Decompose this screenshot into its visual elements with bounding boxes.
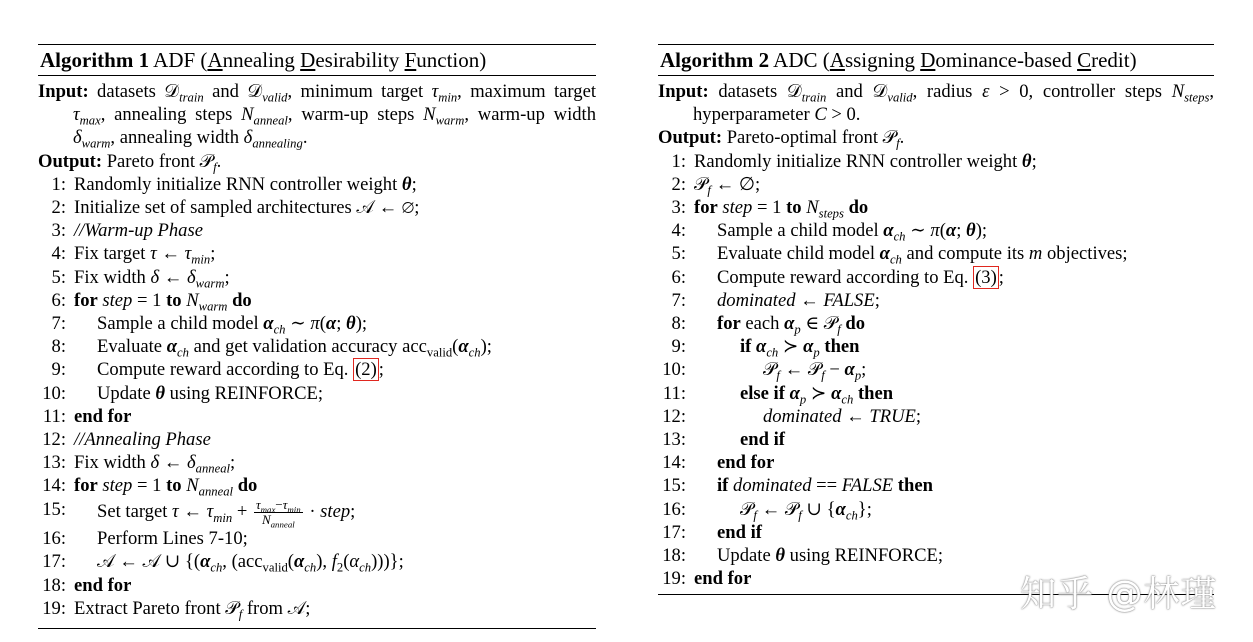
algo1-line-2: 2: Initialize set of sampled architectures 𝒜 ← ∅; xyxy=(51,197,420,219)
algo1-line-9: 9: Compute reward according to Eq. (2) ; xyxy=(51,359,384,381)
algo2-line-3: 3: for step = 1 to $N_{steps}$ do xyxy=(671,197,869,221)
algorithm-2-label: Algorithm 2 xyxy=(660,48,770,72)
algo1-line-10: 10: Update θ using REINFORCE; xyxy=(42,382,324,404)
algo2-line-7: 7: dominated ← FALSE; xyxy=(671,289,880,311)
algorithm-1-block xyxy=(38,44,596,629)
watermark: 知乎 @林瑾 xyxy=(1020,574,1218,615)
algo2-line-13: 13: end if xyxy=(662,429,785,451)
algo2-line-19: 19: end for xyxy=(662,568,752,590)
algo2-line-17: 17: end if xyxy=(662,521,762,543)
algo2-line-2: 2: 𝒫$_f$ ← ∅; xyxy=(671,173,761,198)
algorithm-2-input: Input: datasets 𝒟$_{train}$ and 𝒟$_{valid}$, radius ε > 0, controller steps $N_{steps}$, hyperparameter C > 0. xyxy=(658,81,1215,126)
algo1-line-8: 8: Evaluate $\alpha_{ch}$ and get validation accuracy $acc_{valid}(\alpha_{ch})$; xyxy=(51,336,492,360)
algo1-line-7: 7: Sample a child model $\alpha_{ch}$ ∼ π(α; θ); xyxy=(51,313,368,337)
algo2-line-8: 8: for each $\alpha_p$ ∈ 𝒫$_f$ do xyxy=(671,313,865,337)
algo1-line-6: 6: for step = 1 to $N_{warm}$ do xyxy=(51,289,252,314)
algo2-line-9: 9: if $\alpha_{ch}$ ≻ $\alpha_p$ then xyxy=(671,336,860,360)
algorithm-1-title: Algorithm 1 ADF (Annealing Desirability Function) xyxy=(40,48,487,72)
algo1-line-5: 5: Fix width δ ← $\delta_{warm}$; xyxy=(51,266,230,291)
algo2-line-12: 12: dominated ← TRUE; xyxy=(662,405,922,427)
algo2-line-15: 15: if dominated == FALSE then xyxy=(662,475,933,497)
algo1-line-4: 4: Fix target τ ← $\tau_{min}$; xyxy=(51,243,216,268)
algo1-line-15: 15: Set target τ ← $\tau_{min}$ + $\frac{\tau_{max}-\tau_{min}}{N_{anneal}}$ · step; xyxy=(42,496,356,530)
algo1-line-3: 3: //Warm-up Phase xyxy=(51,220,203,242)
algo2-line-6: 6: Compute reward according to Eq. (3) ; xyxy=(671,266,1004,288)
algo2-line-10: 10: 𝒫$_f$ ← 𝒫$_f$ − $\alpha_p$; xyxy=(662,359,867,384)
algo2-line-11: 11: else if $\alpha_p$ ≻ $\alpha_{ch}$ then xyxy=(662,382,894,407)
algorithm-2-output: Output: Pareto-optimal front 𝒫$_f$. xyxy=(658,127,905,152)
algorithm-2-title: Algorithm 2 ADC (Assigning Dominance-based Credit) xyxy=(660,48,1137,72)
algo1-line-12: 12: //Annealing Phase xyxy=(42,429,211,451)
algo2-line-14: 14: end for xyxy=(662,452,775,474)
algorithm-1-input: Input: datasets 𝒟$_{train}$ and 𝒟$_{valid}$, minimum target $\tau_{min}$, maximum target $\tau_{max}$, annealing steps $N_{anneal}$, warm-up steps $N_{warm}$, warm-up width $\delta_{warm}$, annealing width $\delta_{annealing}$. xyxy=(38,81,597,152)
algorithm-1-label: Algorithm 1 xyxy=(40,48,150,72)
algo2-line-5: 5: Evaluate child model $\alpha_{ch}$ and compute its m objectives; xyxy=(671,243,1128,268)
algo1-line-18: 18: end for xyxy=(42,574,132,596)
algo2-line-18: 18: Update θ using REINFORCE; xyxy=(662,545,944,567)
algo1-line-14: 14: for step = 1 to $N_{anneal}$ do xyxy=(42,475,258,500)
algorithm-2-block xyxy=(658,44,1214,595)
algo2-line-16: 16: 𝒫$_f$ ← 𝒫$_f$ ∪ $\{\alpha_{ch}\}$; xyxy=(662,498,872,523)
bottom-rule xyxy=(38,628,596,629)
algo1-line-13: 13: Fix width δ ← $\delta_{anneal}$; xyxy=(42,452,236,476)
algo1-line-11: 11: end for xyxy=(42,405,132,427)
algorithm-1-output: Output: Pareto front 𝒫$_f$. xyxy=(38,150,222,175)
algo1-line-16: 16: Perform Lines 7-10; xyxy=(42,528,248,550)
algo2-line-1: 1: Randomly initialize RNN controller weight θ; xyxy=(671,150,1037,172)
algo2-line-4: 4: Sample a child model $\alpha_{ch}$ ∼ π(α; θ); xyxy=(671,220,988,244)
algo1-line-19: 19: Extract Pareto front 𝒫$_f$ from 𝒜; xyxy=(42,597,311,622)
algo1-line-1: 1: Randomly initialize RNN controller weight θ; xyxy=(51,173,417,195)
algo1-line-17: 17: 𝒜 ← 𝒜 ∪ {($\alpha_{ch}$, ($acc_{valid}(\alpha_{ch})$, $f_2(\alpha_{ch})$))}; xyxy=(42,551,404,576)
